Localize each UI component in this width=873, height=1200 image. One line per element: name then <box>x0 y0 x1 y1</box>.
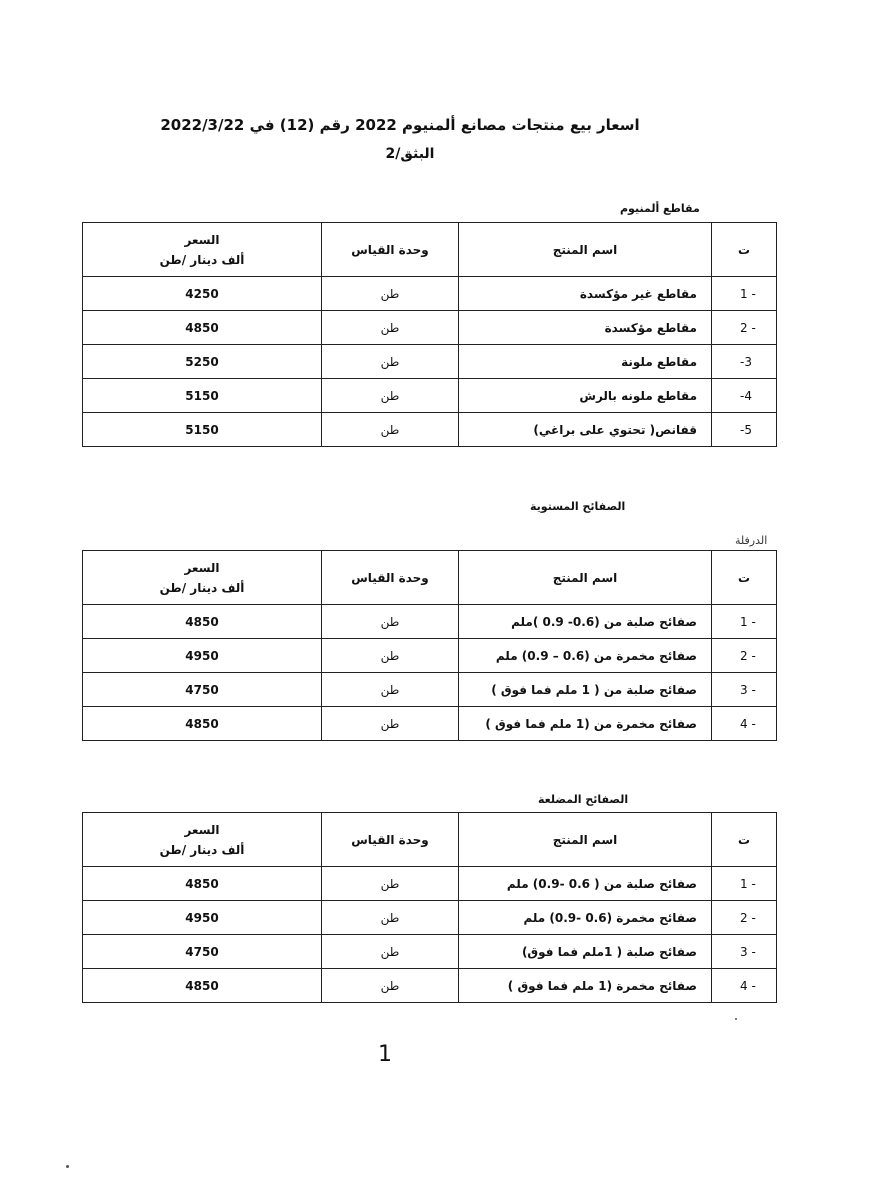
unit-cell: طن <box>322 707 459 741</box>
unit-header: وحدة القياس <box>322 223 459 277</box>
product-header: اسم المنتج <box>459 813 712 867</box>
product-name-cell: صفائح مخمرة من (0.6 – 0.9) ملم <box>459 639 712 673</box>
unit-cell: طن <box>322 901 459 935</box>
table-row <box>83 673 777 707</box>
unit-cell: طن <box>322 605 459 639</box>
section2-sublabel: الدرفلة <box>735 534 768 547</box>
price-cell: 4750 <box>83 935 322 969</box>
num-header: ت <box>712 551 777 605</box>
section3-table <box>82 812 777 1003</box>
table-row <box>83 935 777 969</box>
scan-speck <box>735 1018 737 1020</box>
product-name-cell: صفائح صلبة من ( 0.6 -0.9) ملم <box>459 867 712 901</box>
unit-cell: طن <box>322 969 459 1003</box>
section1-label: مقاطع ألمنيوم <box>620 202 700 215</box>
document-subtitle: البثق/2 <box>385 146 435 162</box>
product-name-cell: صفائح مخمرة (1 ملم فما فوق ) <box>459 969 712 1003</box>
price-cell: 4950 <box>83 901 322 935</box>
unit-header: وحدة القياس <box>322 551 459 605</box>
document-title: اسعار بيع منتجات مصانع ألمنيوم 2022 رقم (12) في 2022/3/22 <box>160 116 640 134</box>
row-number-cell: 4 - <box>712 969 777 1003</box>
unit-cell: طن <box>322 867 459 901</box>
product-name-cell: صفائح مخمرة من (1 ملم فما فوق ) <box>459 707 712 741</box>
row-number-cell: 4 - <box>712 707 777 741</box>
table-row <box>83 639 777 673</box>
table-row <box>83 379 777 413</box>
section2-label: الصفائح المستوية <box>530 500 626 513</box>
price-header: السعر ألف دينار /طن <box>83 551 322 605</box>
page-number: 1 <box>378 1042 392 1067</box>
product-name-cell: صفائح صلبة من ( 1 ملم فما فوق ) <box>459 673 712 707</box>
row-number-cell: 2 - <box>712 311 777 345</box>
price-cell: 4850 <box>83 605 322 639</box>
product-header: اسم المنتج <box>459 223 712 277</box>
table-row <box>83 311 777 345</box>
product-name-cell: مقاطع غير مؤكسدة <box>459 277 712 311</box>
price-cell: 4850 <box>83 969 322 1003</box>
product-name-cell: قفانص( تحتوي على براغي) <box>459 413 712 447</box>
price-cell: 4850 <box>83 707 322 741</box>
product-name-cell: صفائح صلبة ( 1ملم فما فوق) <box>459 935 712 969</box>
unit-cell: طن <box>322 345 459 379</box>
price-header: السعر ألف دينار /طن <box>83 813 322 867</box>
table-row <box>83 901 777 935</box>
price-header: السعر ألف دينار /طن <box>83 223 322 277</box>
row-number-cell: 3 - <box>712 935 777 969</box>
price-cell: 5250 <box>83 345 322 379</box>
row-number-cell: 1 - <box>712 605 777 639</box>
table-row <box>83 413 777 447</box>
row-number-cell: 1 - <box>712 277 777 311</box>
unit-cell: طن <box>322 639 459 673</box>
row-number-cell: -3 <box>712 345 777 379</box>
table-row <box>83 277 777 311</box>
product-name-cell: صفائح صلبة من (0.6- 0.9 )ملم <box>459 605 712 639</box>
row-number-cell: 2 - <box>712 901 777 935</box>
row-number-cell: 3 - <box>712 673 777 707</box>
price-cell: 4250 <box>83 277 322 311</box>
row-number-cell: 2 - <box>712 639 777 673</box>
product-name-cell: مقاطع ملونه بالرش <box>459 379 712 413</box>
row-number-cell: -5 <box>712 413 777 447</box>
scan-speck <box>66 1165 69 1168</box>
table-row <box>83 867 777 901</box>
table-row <box>83 345 777 379</box>
unit-cell: طن <box>322 413 459 447</box>
product-name-cell: مقاطع مؤكسدة <box>459 311 712 345</box>
table-header-row <box>83 813 777 867</box>
unit-cell: طن <box>322 673 459 707</box>
unit-cell: طن <box>322 935 459 969</box>
product-header: اسم المنتج <box>459 551 712 605</box>
table-header-row <box>83 551 777 605</box>
section1-table <box>82 222 777 447</box>
unit-cell: طن <box>322 379 459 413</box>
unit-cell: طن <box>322 277 459 311</box>
price-cell: 4850 <box>83 867 322 901</box>
section3-label: الصفائح المضلعة <box>538 793 629 806</box>
product-name-cell: مقاطع ملونة <box>459 345 712 379</box>
product-name-cell: صفائح مخمرة (0.6 -0.9) ملم <box>459 901 712 935</box>
num-header: ت <box>712 223 777 277</box>
num-header: ت <box>712 813 777 867</box>
table-row <box>83 969 777 1003</box>
price-cell: 4850 <box>83 311 322 345</box>
table-header-row <box>83 223 777 277</box>
row-number-cell: -4 <box>712 379 777 413</box>
table-row <box>83 605 777 639</box>
table-row <box>83 707 777 741</box>
price-cell: 4750 <box>83 673 322 707</box>
price-cell: 4950 <box>83 639 322 673</box>
row-number-cell: 1 - <box>712 867 777 901</box>
unit-cell: طن <box>322 311 459 345</box>
unit-header: وحدة القياس <box>322 813 459 867</box>
price-cell: 5150 <box>83 379 322 413</box>
section2-table <box>82 550 777 741</box>
price-cell: 5150 <box>83 413 322 447</box>
